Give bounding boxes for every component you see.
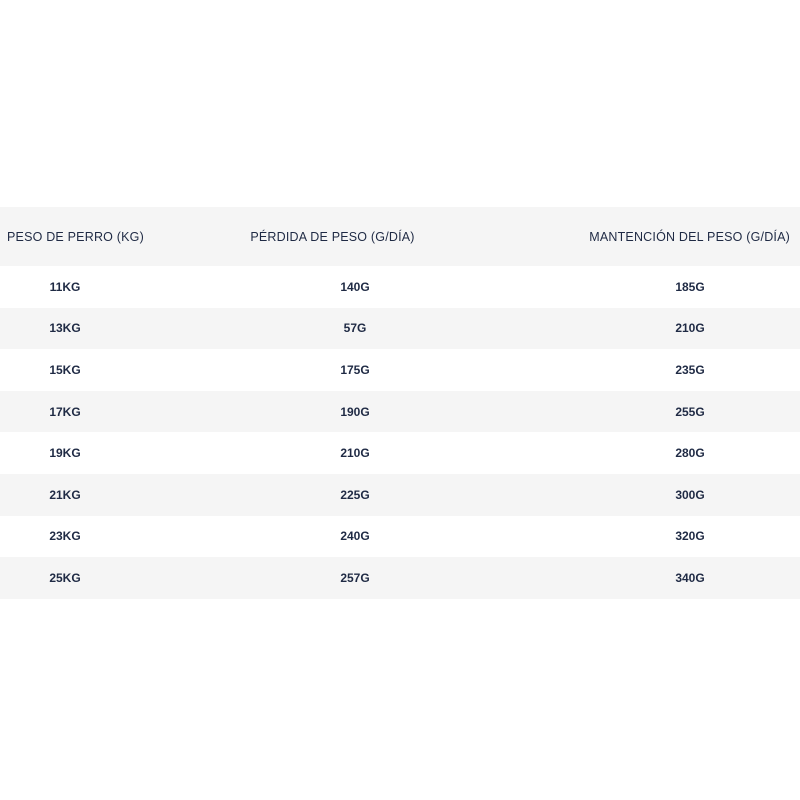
- table-row: [0, 432, 800, 474]
- cell-dog-weight: 17KG: [49, 404, 81, 419]
- cell-weight-maintenance: 185G: [675, 279, 705, 294]
- header-weight-maintenance: MANTENCIÓN DEL PESO (G/DÍA): [589, 229, 790, 244]
- table-row: [0, 349, 800, 391]
- cell-weight-loss: 57G: [343, 321, 367, 336]
- cell-dog-weight: 11KG: [49, 279, 81, 294]
- cell-dog-weight: 19KG: [49, 446, 81, 461]
- table-row: [0, 516, 800, 558]
- header-dog-weight: PESO DE PERRO (KG): [7, 229, 144, 244]
- cell-dog-weight: 13KG: [49, 321, 81, 336]
- cell-weight-loss: 140G: [340, 279, 370, 294]
- table-row: [0, 557, 800, 599]
- cell-weight-maintenance: 320G: [675, 529, 705, 544]
- cell-weight-loss: 225G: [340, 487, 370, 502]
- table-row: [0, 474, 800, 516]
- table-row: [0, 266, 800, 308]
- cell-weight-maintenance: 235G: [675, 362, 705, 377]
- table-body: [0, 266, 800, 599]
- feeding-table: [0, 207, 800, 599]
- cell-dog-weight: 21KG: [49, 487, 81, 502]
- table-row: [0, 391, 800, 433]
- cell-weight-maintenance: 340G: [675, 570, 705, 585]
- cell-weight-maintenance: 300G: [675, 487, 705, 502]
- cell-dog-weight: 25KG: [49, 570, 81, 585]
- cell-weight-loss: 257G: [340, 570, 370, 585]
- table-header: [0, 207, 800, 266]
- cell-weight-maintenance: 280G: [675, 446, 705, 461]
- cell-weight-loss: 175G: [340, 362, 370, 377]
- header-weight-loss: PÉRDIDA DE PESO (G/DÍA): [250, 229, 415, 244]
- table-row: [0, 308, 800, 350]
- cell-dog-weight: 15KG: [49, 362, 81, 377]
- cell-dog-weight: 23KG: [49, 529, 81, 544]
- cell-weight-maintenance: 255G: [675, 404, 705, 419]
- cell-weight-maintenance: 210G: [675, 321, 705, 336]
- cell-weight-loss: 210G: [340, 446, 370, 461]
- cell-weight-loss: 240G: [340, 529, 370, 544]
- cell-weight-loss: 190G: [340, 404, 370, 419]
